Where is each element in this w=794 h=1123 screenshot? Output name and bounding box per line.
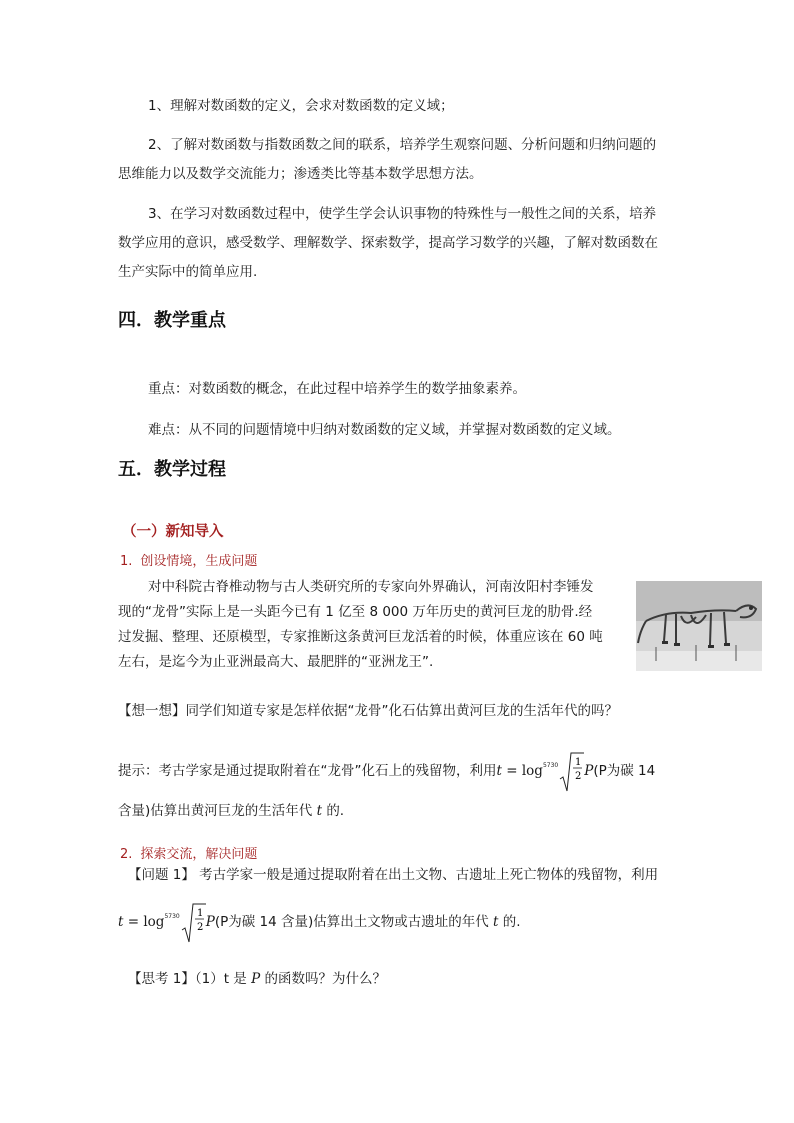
intro-line-4: 左右，是迄今为止亚洲最高大、最肥胖的“亚洲龙王”. xyxy=(118,654,434,670)
goal-2-line2: 思维能力以及数学交流能力；渗透类比等基本数学思想方法。 xyxy=(118,166,483,182)
svg-text:2: 2 xyxy=(196,922,204,933)
step-1-number: 1. xyxy=(120,554,133,569)
hint-line-2 xyxy=(118,797,678,826)
hint-prefix: 提示：考古学家是通过提取附着在“龙骨”化石上的残留物，利用 xyxy=(118,763,497,779)
hint-line-2-t: t xyxy=(316,803,323,819)
think-prompt: 【想一想】同学们知道专家是怎样依据“龙骨”化石估算出黄河巨龙的生活年代的吗？ xyxy=(118,703,618,719)
problem-formula-base: 5730 xyxy=(164,913,180,920)
problem-1-end: 的. xyxy=(502,914,521,930)
problem-1-line2: (P为碳 14 含量)估算出土文物或古遗址的年代 xyxy=(214,914,489,930)
goal-2-line1: 2、了解对数函数与指数函数之间的联系，培养学生观察问题、分析问题和归纳问题的 xyxy=(148,137,657,153)
goal-3-line3: 生产实际中的简单应用. xyxy=(118,264,258,280)
hint-formula-log: log xyxy=(521,763,543,779)
intro-line-3: 过发掘、整理、还原模型，专家推断这条黄河巨龙活着的时候，体重应该在 60 吨 xyxy=(118,629,603,645)
step-1-heading xyxy=(120,550,257,569)
goal-3-line1: 3、在学习对数函数过程中，使学生学会认识事物的特殊性与一般性之间的关系，培养 xyxy=(148,206,657,222)
dinosaur-fossil-image xyxy=(636,581,762,671)
think-1 xyxy=(128,965,688,994)
problem-formula-t: t xyxy=(118,914,124,930)
problem-1: 【问题 1】 考古学家一般是通过提取附着在出土文物、古遗址上死亡物体的残留物，利用 xyxy=(128,867,659,883)
think-1-end: 的函数吗？为什么？ xyxy=(264,971,386,987)
step-2-number: 2. xyxy=(120,847,133,862)
key-point: 重点：对数函数的概念，在此过程中培养学生的数学抽象素养。 xyxy=(148,381,526,397)
step-2-heading xyxy=(120,843,257,862)
step-1-label: 创设情境，生成问题 xyxy=(140,554,258,569)
hint-frac-den: 2 xyxy=(575,771,582,782)
goal-1: 1、理解对数函数的定义，会求对数函数的定义域； xyxy=(148,98,454,114)
svg-text:1: 1 xyxy=(196,908,204,919)
hint-line-2-text: 含量)估算出黄河巨龙的生活年代 xyxy=(118,803,313,819)
goal-3-line2: 数学应用的意识，感受数学、理解数学、探索数学，提高学习数学的兴趣，了解对数函数在 xyxy=(118,235,658,251)
intro-line-1: 对中科院古脊椎动物与古人类研究所的专家向外界确认，河南汝阳村李锤发 xyxy=(148,579,594,595)
think-1-P: P xyxy=(251,971,261,987)
hint-formula-base: 5730 xyxy=(542,762,559,769)
hint-line-1: 提示：考古学家是通过提取附着在“龙骨”化石上的残留物，利用$t = \log_{5730}$ 1 2 P(P为碳 14 xyxy=(118,744,718,793)
problem-1-t: t xyxy=(493,914,499,930)
problem-formula-root xyxy=(180,900,206,944)
hint-frac-num: 1 xyxy=(575,757,582,768)
hint-suffix: (P为碳 14 xyxy=(593,763,656,779)
think-1-text: 【思考 1】（1）t 是 xyxy=(128,971,247,987)
section-4-heading: 四．教学重点 xyxy=(118,310,226,331)
section-5-heading: 五．教学过程 xyxy=(118,459,226,480)
hint-formula-t: t xyxy=(496,763,502,779)
problem-1-formula-line: $t = \log_{5730}$ 1 2 P(P为碳 14 含量)估算出土文物或古遗址的年代 t 的. xyxy=(118,895,698,944)
problem-formula-P: P xyxy=(205,914,215,930)
step-2-label: 探索交流，解决问题 xyxy=(140,847,258,862)
subsection-new-knowledge: （一）新知导入 xyxy=(122,524,224,540)
hint-formula-P: P xyxy=(584,763,594,779)
intro-line-2: 现的“龙骨”实际上是一头距今已有 1 亿至 8 000 万年历史的黄河巨龙的肋骨.经 xyxy=(118,604,593,620)
problem-formula-log: log xyxy=(143,914,165,930)
hint-formula-root xyxy=(558,749,584,793)
hint-line-2-end: 的. xyxy=(326,803,345,819)
difficulty: 难点：从不同的问题情境中归纳对数函数的定义域，并掌握对数函数的定义域。 xyxy=(148,422,621,438)
